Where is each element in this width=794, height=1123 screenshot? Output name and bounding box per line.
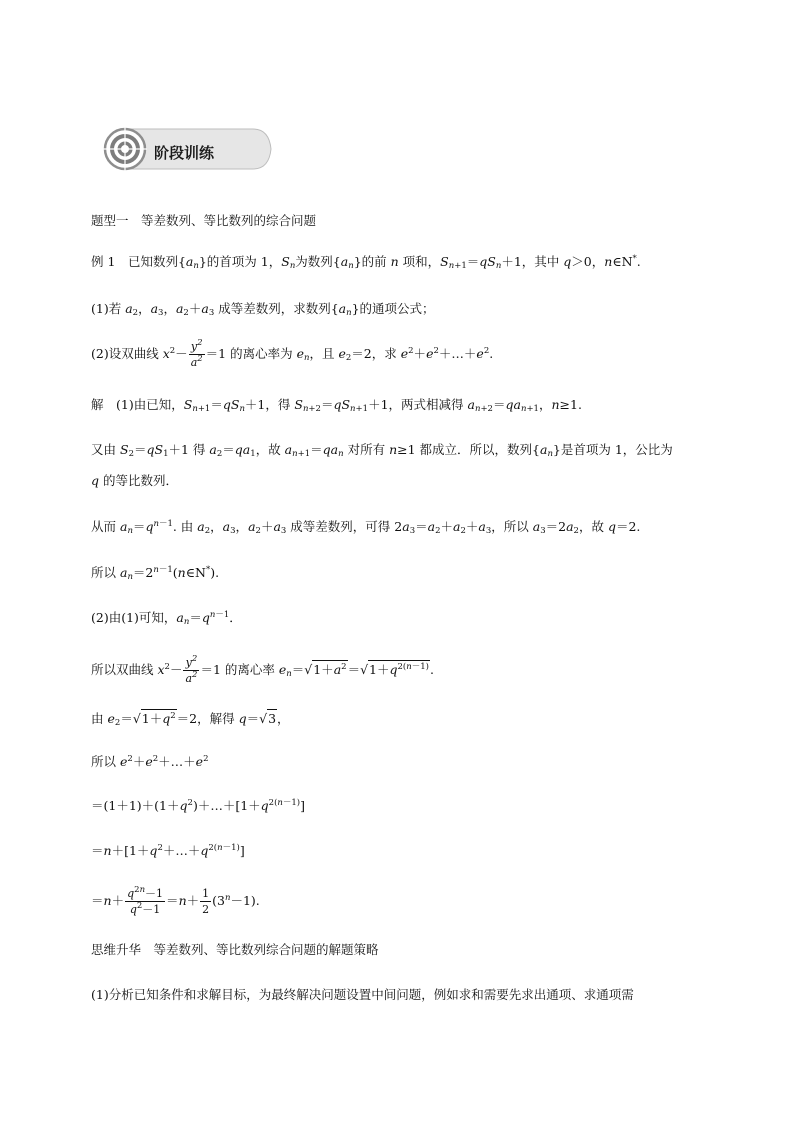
example-label: 例 1 — [91, 254, 116, 269]
solution-line-12: ＝n＋ $\frac{q^{2n}-1}{q^2-1}$ ＝n＋ $\frac{1}{2}$ $(3^n-1)$. — [91, 885, 260, 916]
example-statement: 例 1 已知数列$\{a_n\}$的首项为 1，$S_n$为数列$\{a_n\}$的前 n 项和，$S_{n+1}=qS_n+1$，其中 q＞0，n∈N*. — [91, 254, 641, 271]
insight-title: 思维升华 等差数列、等比数列综合问题的解题策略 — [91, 942, 379, 957]
solution-line-11: $=n+[1+q^2+\dots+q^{2(n-1)}]$ — [91, 843, 245, 858]
solution-line-9: 所以 $e^2+e^2+\dots+e^2$ — [91, 754, 209, 769]
solution-line-6: (2)由(1)可知，$a_n=q^{n-1}$． — [91, 610, 242, 627]
page-title: 阶段训练 — [154, 144, 215, 162]
solution-line-1: 解 (1)由已知，$S_{n+1}=qS_n+1$，得 $S_{n+2}=qS_{n+1}+1$，两式相减得 $a_{n+2}=qa_{n+1}$，n≥1. — [91, 397, 582, 414]
insight-paragraph-1: (1)分析已知条件和求解目标，为最终解决问题设置中间问题，例如求和需要先求出通项、求通项需 — [91, 987, 634, 1002]
solution-line-4: 从而 $a_n=q^{n-1}$. 由 $a_2$，$a_3$，$a_2+a_3$ 成等差数列，可得 $2a_3=a_2+a_2+a_3$，所以 $a_3=2a_2$，故 q＝2. — [91, 519, 641, 536]
solution-line-5: 所以 $a_n=2^{n-1}(n\in N^*)$. — [91, 565, 220, 582]
question-2: (2)设双曲线 $x^2-$ $\frac{y^2}{a^2}$ ＝1 的离心率为 $e_n$，且 $e_2=2$，求 $e^2+e^2+\dots+e^2$. — [91, 338, 494, 369]
solution-line-2: 又由 $S_2=qS_1+1$ 得 $a_2=qa_1$，故 $a_{n+1}=qa_n$ 对所有 n≥1 都成立．所以，数列$\{a_n\}$是首项为 1，公比为 — [91, 442, 673, 459]
solution-line-3: q 的等比数列． — [91, 473, 178, 488]
section-header-tab — [103, 127, 275, 171]
solution-line-10: $=(1+1)+(1+q^2)+\dots+[1+q^{2(n-1)}]$ — [91, 798, 306, 813]
solution-line-7: 所以双曲线 $x^2-$ $\frac{y^2}{a^2}$ ＝1 的离心率 $e_n=√1+a^2=√1+q^{2(n-1)}$. — [91, 654, 434, 685]
section-title: 题型一 等差数列、等比数列的综合问题 — [91, 213, 317, 228]
solution-label: 解 — [91, 397, 104, 412]
question-1: (1)若 $a_2$，$a_3$，$a_2+a_3$ 成等差数列，求数列$\{a_n\}$的通项公式； — [91, 301, 435, 318]
solution-line-8: 由 $e_2=√1+q^2=2$，解得 q＝√3， — [91, 711, 290, 728]
